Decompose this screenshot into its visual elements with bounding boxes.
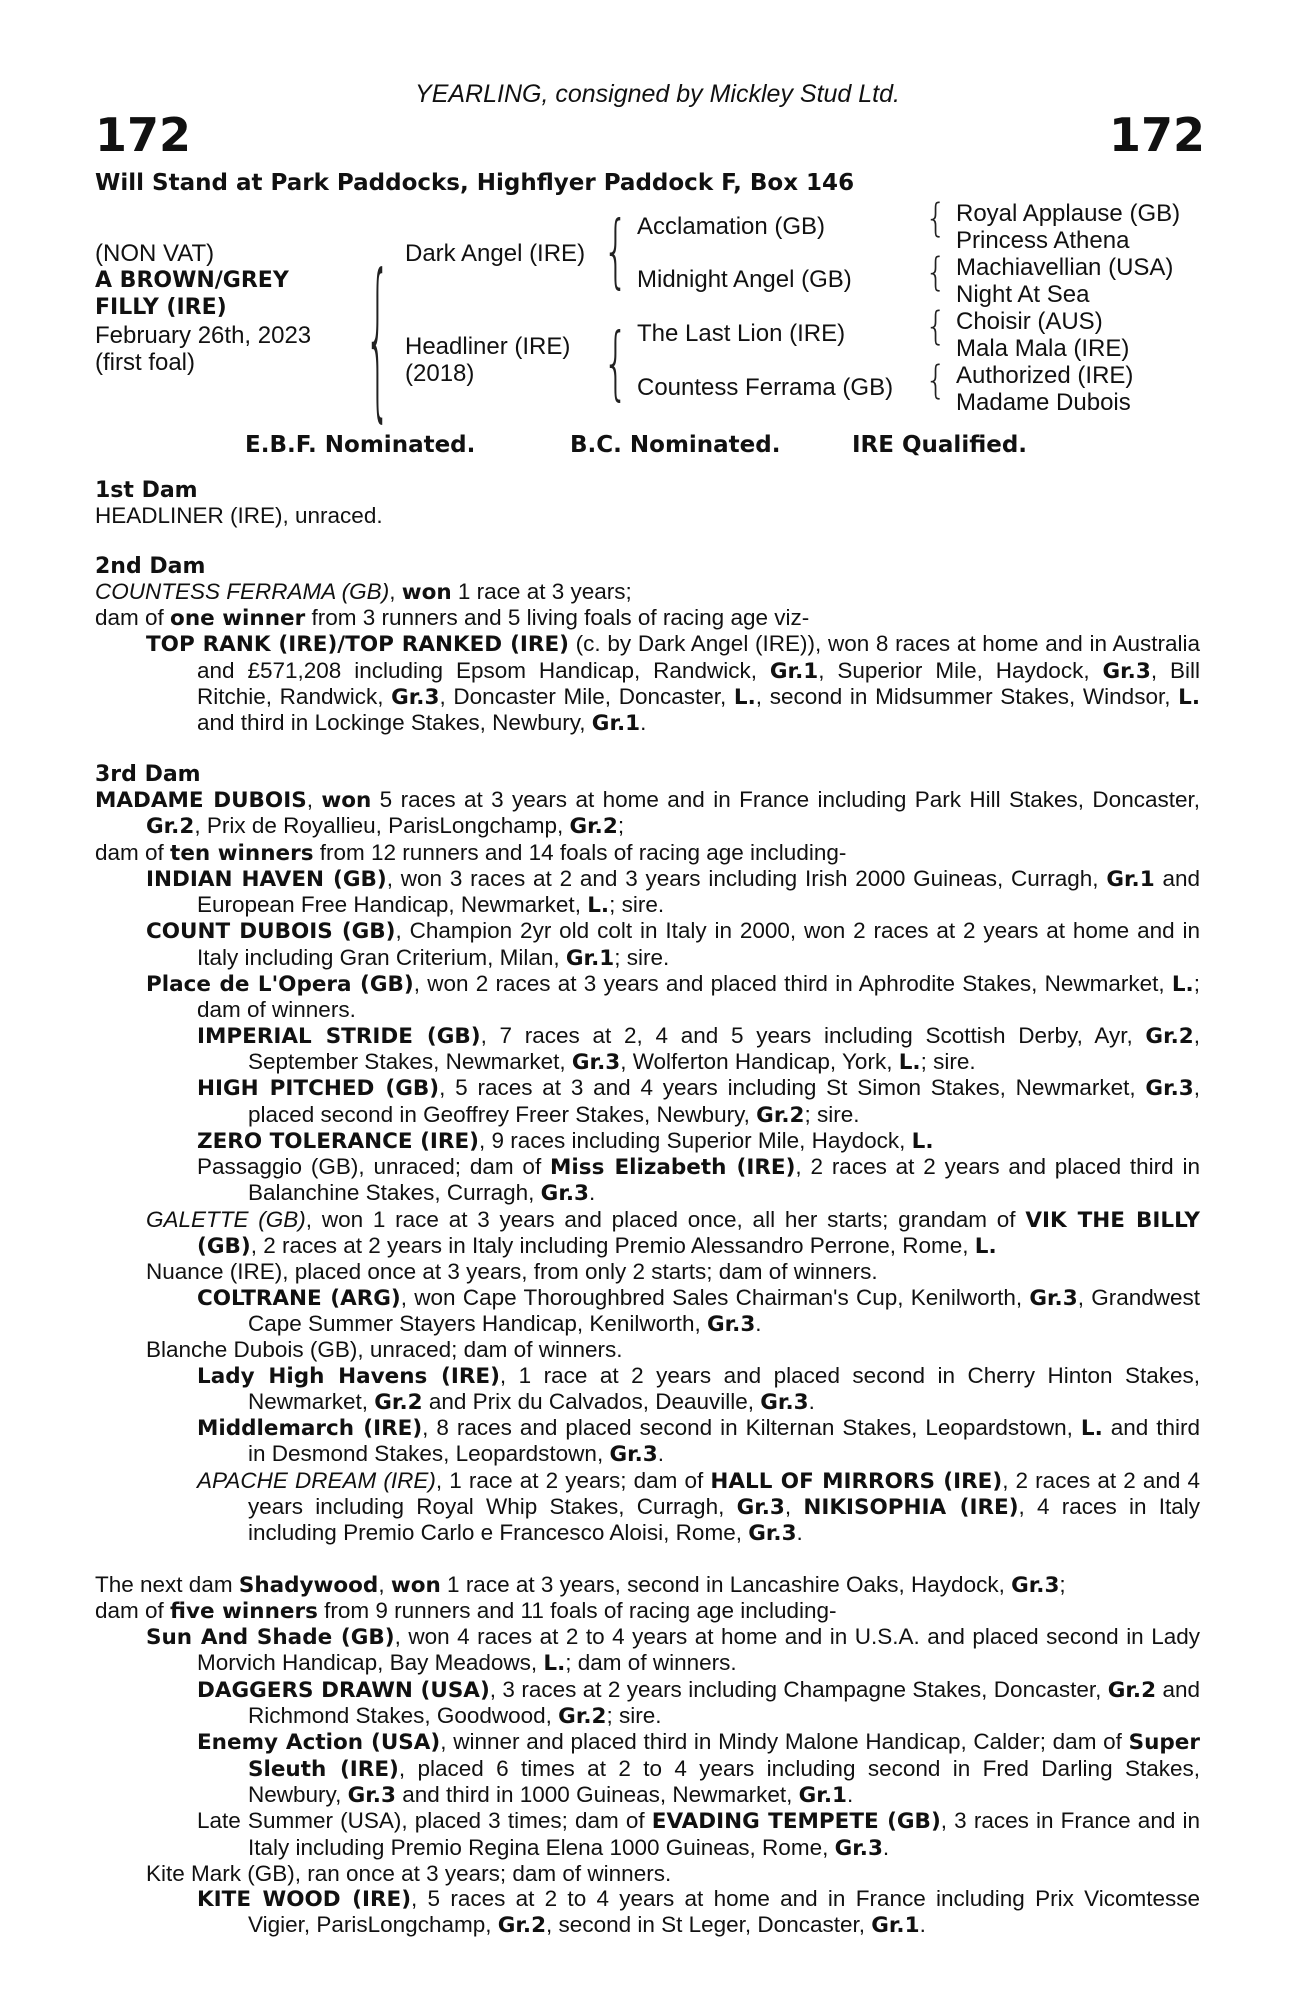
next-dam-record: The next dam Shadywood, won 1 race at 3 years, second in Lancashire Oaks, Haydock, Gr.3;: [95, 1571, 1066, 1598]
grand-progeny-entry: APACHE DREAM (IRE), 1 race at 2 years; dam of HALL OF MIRRORS (IRE), 2 races at 2 and 4 years including Royal Whip Stakes, Curragh, Gr.3, NIKISOPHIA (IRE), 4 races in Italy including Premio Carlo e Francesco Aloisi, Rome, Gr.3.: [197, 1467, 1201, 1547]
second-dam-heading: 2nd Dam: [95, 553, 206, 579]
grand-progeny-entry: Middlemarch (IRE), 8 races and placed second in Kilternan Stakes, Leopardstown, L. and third in Desmond Stakes, Leopardstown, Gr.3.: [197, 1415, 1200, 1468]
third-dam-heading: 3rd Dam: [95, 761, 201, 787]
next-dam-produce: dam of five winners from 9 runners and 11 foals of racing age including-: [95, 1597, 837, 1624]
bc-nomination: B.C. Nominated.: [570, 432, 781, 458]
third-dam-produce: dam of ten winners from 12 runners and 14 foals of racing age including-: [95, 839, 847, 866]
lot-number-left: 172: [95, 108, 192, 162]
ancestor-3: Machiavellian (USA): [956, 254, 1174, 281]
ancestor-4: Night At Sea: [956, 281, 1090, 308]
pedigree-brace-g4: {: [925, 358, 947, 404]
progeny-entry: Sun And Shade (GB), won 4 races at 2 to 4 years at home and in U.S.A. and placed second in Lady Morvich Handicap, Bay Meadows, L.; dam of winners.: [146, 1624, 1200, 1677]
pedigree-brace-main: {: [365, 242, 391, 440]
grand-progeny-entry: COLTRANE (ARG), won Cape Thoroughbred Sales Chairman's Cup, Kenilworth, Gr.3, Grandwest Cape Summer Stayers Handicap, Kenilworth, Gr.3.: [197, 1284, 1201, 1337]
progeny-entry: Kite Mark (GB), ran once at 3 years; dam of winners.: [146, 1860, 672, 1886]
second-dam-record: COUNTESS FERRAMA (GB), won 1 race at 3 years;: [95, 578, 632, 605]
ancestor-2: Princess Athena: [956, 227, 1130, 254]
grand-progeny-entry: HIGH PITCHED (GB), 5 races at 3 and 4 years including St Simon Stakes, Newmarket, Gr.3, placed second in Geoffrey Freer Stakes, Newbury, Gr.2; sire.: [197, 1075, 1200, 1128]
vat-status: (NON VAT): [95, 240, 215, 267]
ancestor-7: Authorized (IRE): [956, 362, 1134, 389]
third-dam-record: MADAME DUBOIS, won 5 races at 3 years at home and in France including Park Hill Stakes, Doncaster, Gr.2, Prix de Royallieu, ParisLongchamp, Gr.2;: [95, 786, 1200, 840]
progeny-entry: COUNT DUBOIS (GB), Champion 2yr old colt in Italy in 2000, won 2 races at 2 years at home and in Italy including Gran Criterium, Milan, Gr.1; sire.: [146, 918, 1200, 971]
horse-colour: A BROWN/GREY: [95, 268, 289, 293]
sire-sire-name: Acclamation (GB): [637, 213, 826, 240]
ancestor-6: Mala Mala (IRE): [956, 335, 1130, 362]
grand-progeny-entry: Passaggio (GB), unraced; dam of Miss Elizabeth (IRE), 2 races at 2 years and placed third in Balanchine Stakes, Curragh, Gr.3.: [197, 1154, 1201, 1207]
dam-foaled-year: (2018): [405, 360, 475, 387]
foaling-date: February 26th, 2023: [95, 322, 312, 349]
pedigree-brace-g3: {: [925, 304, 947, 350]
ancestor-5: Choisir (AUS): [956, 308, 1103, 335]
grand-progeny-entry: ZERO TOLERANCE (IRE), 9 races including Superior Mile, Haydock, L.: [197, 1127, 934, 1154]
progeny-entry: Blanche Dubois (GB), unraced; dam of winners.: [146, 1337, 623, 1363]
foal-note: (first foal): [95, 349, 196, 376]
first-dam-text: HEADLINER (IRE), unraced.: [95, 503, 383, 529]
progeny-entry: Nuance (IRE), placed once at 3 years, from only 2 starts; dam of winners.: [146, 1259, 878, 1285]
grand-progeny-entry: Lady High Havens (IRE), 1 race at 2 years and placed second in Cherry Hinton Stakes, Newmarket, Gr.2 and Prix du Calvados, Deauville, Gr.3.: [197, 1362, 1201, 1415]
grand-progeny-entry: KITE WOOD (IRE), 5 races at 2 to 4 years at home and in France including Prix Vicomtesse Vigier, ParisLongchamp, Gr.2, second in St Leger, Doncaster, Gr.1.: [197, 1886, 1200, 1939]
dam-sire-name: The Last Lion (IRE): [637, 320, 846, 347]
progeny-entry: Place de L'Opera (GB), won 2 races at 3 years and placed third in Aphrodite Stakes, Newmarket, L.; dam of winners.: [146, 971, 1200, 1023]
stabling-location: Will Stand at Park Paddocks, Highflyer Paddock F, Box 146: [95, 170, 855, 196]
pedigree-brace-g2: {: [925, 250, 947, 296]
ire-qualification: IRE Qualified.: [852, 432, 1028, 458]
progeny-entry: GALETTE (GB), won 1 race at 3 years and placed once, all her starts; grandam of VIK THE BILLY (GB), 2 races at 2 years in Italy including Premio Alessandro Perrone, Rome, L.: [146, 1206, 1200, 1260]
consignor-line: YEARLING, consigned by Mickley Stud Ltd.: [415, 80, 900, 108]
lot-number-right: 172: [1108, 108, 1205, 162]
ebf-nomination: E.B.F. Nominated.: [245, 432, 476, 458]
pedigree-brace-sire: {: [603, 206, 629, 298]
second-dam-produce: dam of one winner from 3 runners and 5 living foals of racing age viz-: [95, 605, 810, 632]
progeny-entry: TOP RANK (IRE)/TOP RANKED (IRE) (c. by Dark Angel (IRE)), won 8 races at home and in Australia and £571,208 including Epsom Handicap, Randwick, Gr.1, Superior Mile, Haydock, Gr.3, Bill Ritchie, Randwick, Gr.3, Doncaster Mile, Doncaster, L., second in Midsummer Stakes, Windsor, L. and third in Lockinge Stakes, Newbury, Gr.1.: [146, 631, 1200, 737]
horse-sex: FILLY (IRE): [95, 295, 227, 320]
grand-progeny-entry: DAGGERS DRAWN (USA), 3 races at 2 years including Champagne Stakes, Doncaster, Gr.2 and Richmond Stakes, Goodwood, Gr.2; sire.: [197, 1676, 1200, 1730]
grand-progeny-entry: IMPERIAL STRIDE (GB), 7 races at 2, 4 and 5 years including Scottish Derby, Ayr, Gr.2, September Stakes, Newmarket, Gr.3, Wolferton Handicap, York, L.; sire.: [197, 1022, 1200, 1075]
grand-progeny-entry: Late Summer (USA), placed 3 times; dam of EVADING TEMPETE (GB), 3 races in France and in Italy including Premio Regina Elena 1000 Guineas, Rome, Gr.3.: [197, 1808, 1201, 1861]
pedigree-brace-dam: {: [603, 318, 629, 410]
pedigree-brace-g1: {: [925, 196, 947, 242]
ancestor-8: Madame Dubois: [956, 389, 1131, 416]
progeny-entry: INDIAN HAVEN (GB), won 3 races at 2 and 3 years including Irish 2000 Guineas, Curragh, Gr.1 and European Free Handicap, Newmarket, L.; sire.: [146, 865, 1200, 919]
ancestor-1: Royal Applause (GB): [956, 200, 1181, 227]
catalogue-body: [95, 478, 1200, 1939]
sire-name: Dark Angel (IRE): [405, 240, 586, 267]
grand-progeny-entry: Enemy Action (USA), winner and placed third in Mindy Malone Handicap, Calder; dam of Super Sleuth (IRE), placed 6 times at 2 to 4 years including second in Fred Darling Stakes, Newbury, Gr.3 and third in 1000 Guineas, Newmarket, Gr.1.: [197, 1729, 1200, 1808]
dam-name: Headliner (IRE): [405, 333, 571, 360]
sire-dam-name: Midnight Angel (GB): [637, 266, 852, 293]
first-dam-heading: 1st Dam: [95, 478, 198, 503]
dam-dam-name: Countess Ferrama (GB): [637, 374, 894, 401]
